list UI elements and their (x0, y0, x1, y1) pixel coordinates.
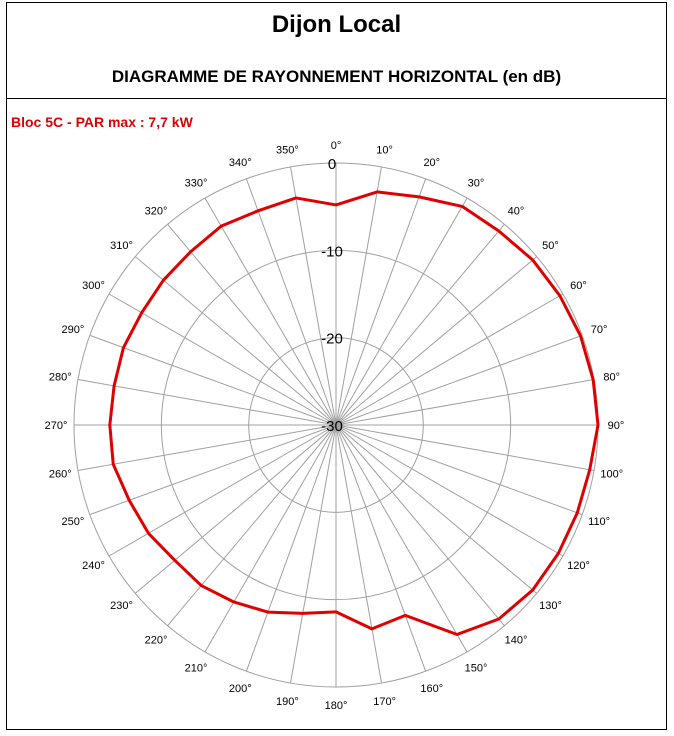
angle-label-70: 70° (590, 324, 608, 337)
angle-label-310: 310° (110, 240, 133, 253)
spoke-20 (336, 179, 426, 425)
series-legend-label: Bloc 5C - PAR max : 7,7 kW (11, 114, 193, 130)
angle-label-10: 10° (376, 144, 393, 157)
angle-label-200: 200° (228, 683, 252, 696)
angle-label-180: 180° (324, 700, 348, 712)
chart-title: Dijon Local (271, 11, 402, 38)
spoke-250 (90, 425, 336, 515)
angle-label-270: 270° (44, 420, 68, 432)
angle-label-0: 0° (330, 140, 342, 152)
angle-label-130: 130° (539, 599, 562, 612)
angle-label-320: 320° (144, 205, 168, 218)
angle-label-330: 330° (184, 177, 208, 190)
angle-label-80: 80° (603, 371, 621, 384)
spoke-340 (246, 179, 336, 425)
angle-label-50: 50° (542, 240, 559, 253)
angle-label-190: 190° (275, 695, 299, 708)
angle-label-340: 340° (228, 156, 252, 169)
angle-label-90: 90° (607, 420, 625, 432)
angle-label-170: 170° (373, 695, 397, 708)
angle-label-160: 160° (420, 683, 444, 696)
spoke-70 (336, 335, 582, 425)
angle-label-220: 220° (144, 634, 168, 647)
angle-label-210: 210° (184, 662, 208, 675)
angle-label-40: 40° (507, 205, 525, 218)
angle-label-110: 110° (588, 515, 611, 528)
angle-label-250: 250° (61, 515, 85, 528)
series-line-0 (110, 192, 598, 635)
angle-label-20: 20° (423, 156, 441, 169)
angle-label-240: 240° (82, 560, 105, 572)
angle-label-140: 140° (504, 634, 528, 647)
angle-label-120: 120° (567, 560, 590, 572)
angle-label-280: 280° (48, 371, 72, 384)
spoke-160 (336, 425, 426, 671)
spoke-110 (336, 425, 582, 515)
angle-label-350: 350° (275, 144, 299, 157)
angle-label-290: 290° (61, 324, 85, 337)
spoke-290 (90, 335, 336, 425)
angle-label-100: 100° (600, 468, 624, 481)
ring-label--20: -20 (321, 330, 343, 348)
ring-label--30: -30 (321, 418, 343, 435)
chart-subtitle: DIAGRAMME DE RAYONNEMENT HORIZONTAL (en dB) (111, 67, 562, 86)
angle-label-30: 30° (467, 177, 485, 190)
angle-label-150: 150° (464, 662, 488, 675)
angle-label-260: 260° (48, 468, 72, 481)
ring-label-0: 0 (327, 156, 337, 173)
angle-label-230: 230° (110, 599, 133, 612)
spoke-200 (246, 425, 336, 671)
angle-label-60: 60° (570, 280, 587, 292)
ring-label--10: -10 (321, 243, 343, 261)
angle-label-300: 300° (82, 280, 105, 292)
